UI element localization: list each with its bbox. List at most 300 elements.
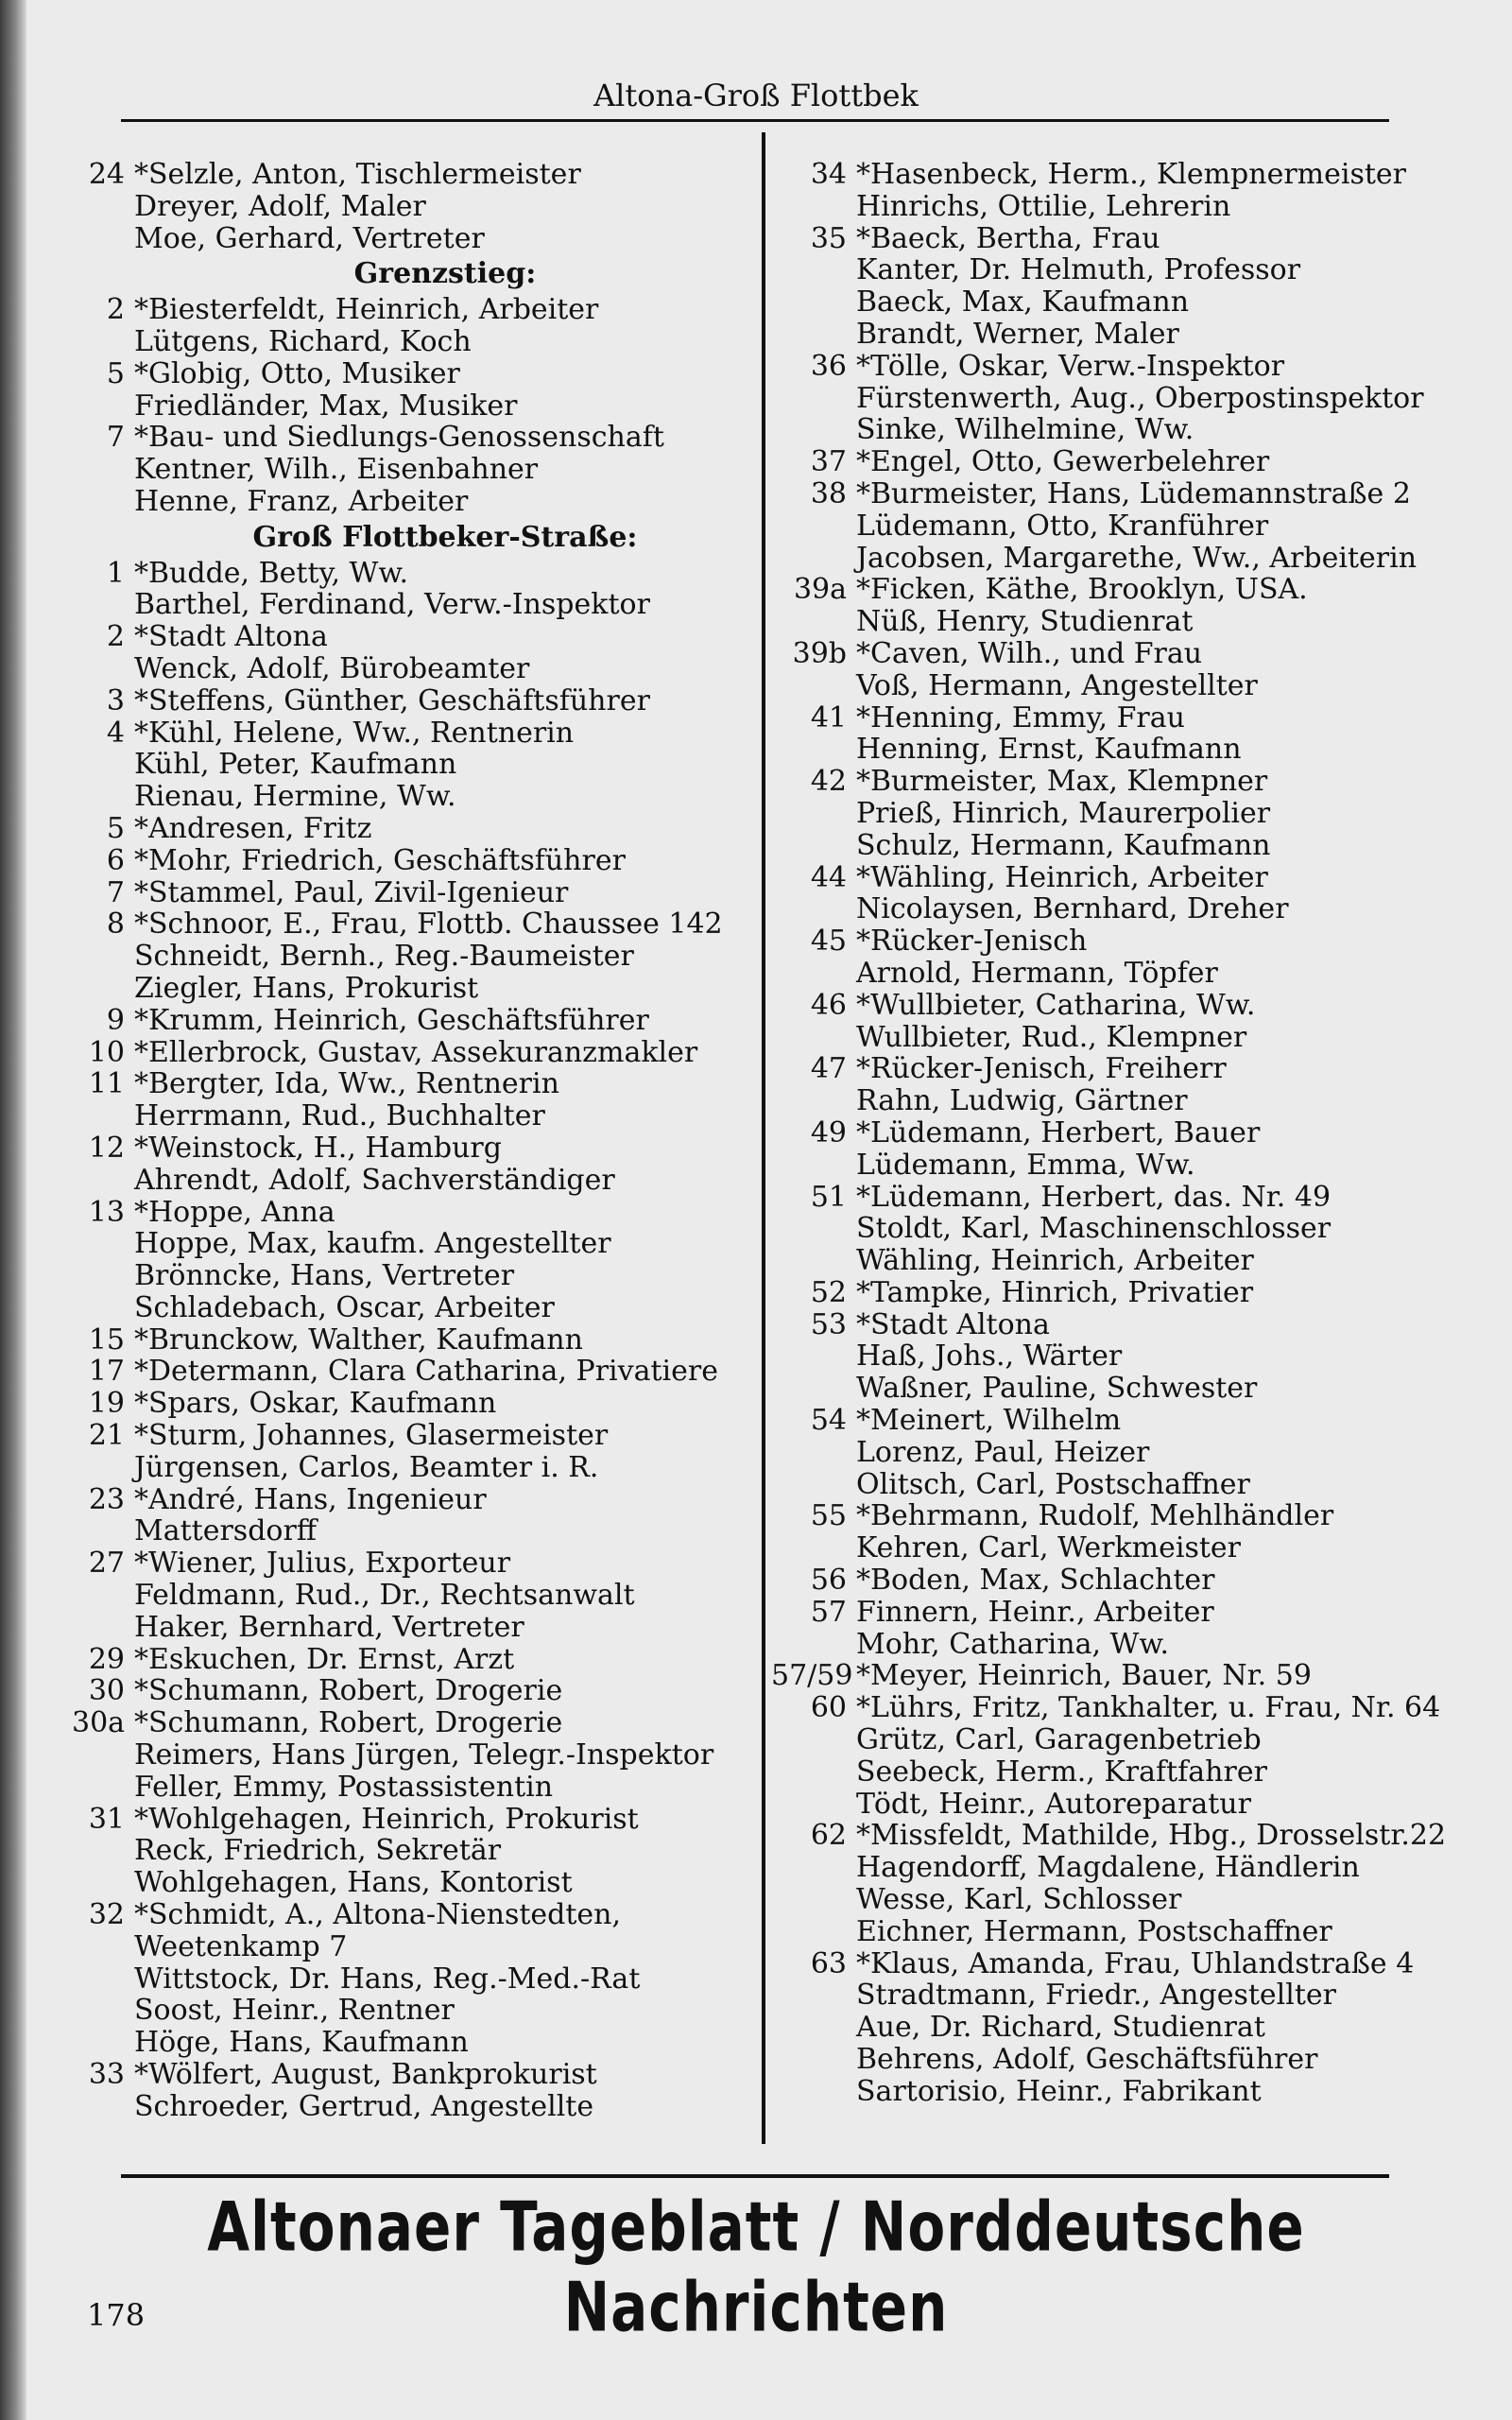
directory-entry (771, 1437, 1452, 1469)
house-number (72, 326, 134, 358)
resident-entry: *Biesterfeldt, Heinrich, Arbeiter (134, 293, 599, 327)
directory-entry (72, 621, 752, 653)
directory-entry (72, 191, 752, 223)
house-number: 36 (810, 349, 847, 383)
house-number (771, 1150, 856, 1182)
resident-entry: Sinke, Wilhelmine, Ww. (856, 413, 1194, 447)
resident-entry: *Ficken, Käthe, Brooklyn, USA. (856, 573, 1308, 607)
resident-entry: Henne, Franz, Arbeiter (134, 484, 469, 518)
house-number: 39b (792, 636, 847, 670)
resident-entry: *Schmidt, A., Altona-Nienstedten, (134, 1898, 622, 1932)
street-heading: Groß Flottbeker-Straße: (252, 520, 638, 554)
resident-entry: Prieß, Hinrich, Maurerpolier (856, 796, 1271, 830)
resident-entry: *Budde, Betty, Ww. (134, 556, 409, 590)
directory-entry (771, 191, 1452, 223)
house-number: 30 (88, 1674, 125, 1708)
directory-entry (771, 543, 1452, 575)
directory-entry (72, 1484, 752, 1516)
directory-entry (72, 1963, 752, 1996)
directory-entry (771, 702, 1452, 735)
directory-entry (72, 1292, 752, 1324)
house-number (72, 749, 134, 781)
directory-entry (771, 1629, 1452, 1661)
house-number: 13 (88, 1195, 125, 1229)
resident-entry: *Tölle, Oskar, Verw.-Inspektor (856, 349, 1285, 383)
resident-entry: *Schumann, Robert, Drogerie (134, 1706, 563, 1740)
resident-entry: Schneidt, Bernh., Reg.-Baumeister (134, 940, 634, 974)
directory-entry (771, 2076, 1452, 2108)
directory-entry (771, 351, 1452, 383)
directory-entry (72, 1132, 752, 1165)
resident-entry: Ziegler, Hans, Prokurist (134, 971, 479, 1005)
house-number (771, 2012, 856, 2044)
directory-entry (771, 1852, 1452, 1884)
resident-entry: *Determann, Clara Catharina, Privatiere (134, 1355, 718, 1389)
resident-entry: Mattersdorff (134, 1514, 318, 1548)
resident-entry: *Andresen, Fritz (134, 811, 372, 845)
house-number: 53 (810, 1307, 847, 1341)
directory-entry (771, 990, 1452, 1022)
house-number: 55 (810, 1499, 847, 1533)
directory-entry (771, 414, 1452, 446)
resident-entry: Brandt, Werner, Maler (856, 317, 1179, 351)
directory-entry (771, 1405, 1452, 1437)
house-number: 47 (810, 1052, 847, 1086)
resident-entry: *Stadt Altona (134, 620, 328, 654)
house-number: 46 (810, 988, 847, 1022)
resident-entry: Feldmann, Rud., Dr., Rechtsanwalt (134, 1579, 635, 1613)
directory-entry (72, 1547, 752, 1580)
house-number: 24 (88, 158, 125, 191)
resident-entry: *Rücker-Jenisch (856, 925, 1088, 959)
house-number: 37 (810, 445, 847, 479)
resident-entry: Lütgens, Richard, Koch (134, 324, 472, 358)
directory-entry (72, 1228, 752, 1260)
resident-entry: *Wullbieter, Catharina, Ww. (856, 988, 1256, 1022)
house-number (72, 1228, 134, 1260)
directory-entry (771, 446, 1452, 478)
house-number: 49 (810, 1115, 847, 1150)
resident-entry: Wähling, Heinrich, Arbeiter (856, 1244, 1254, 1278)
resident-entry: Feller, Emmy, Postassistentin (134, 1770, 554, 1804)
house-number (771, 1469, 856, 1501)
resident-entry: *Bau- und Siedlungs-Genossenschaft (134, 421, 664, 455)
directory-entry (72, 685, 752, 717)
resident-entry: *Bergter, Ida, Ww., Rentnerin (134, 1067, 559, 1101)
directory-entry (771, 1182, 1452, 1214)
house-number: 8 (106, 908, 125, 942)
directory-entry (72, 1068, 752, 1100)
house-number: 45 (810, 925, 847, 959)
directory-entry (771, 1660, 1452, 1692)
house-number: 38 (810, 476, 847, 510)
directory-entry (771, 1564, 1452, 1597)
resident-entry: Wullbieter, Rud., Klempner (856, 1020, 1247, 1054)
resident-entry: *Weinstock, H., Hamburg (134, 1131, 502, 1165)
resident-entry: Haker, Bernhard, Vertreter (134, 1610, 524, 1644)
house-number (72, 454, 134, 486)
directory-entry (72, 1100, 752, 1132)
house-number (771, 543, 856, 575)
resident-entry: Olitsch, Carl, Postschaffner (856, 1467, 1250, 1501)
directory-entry (771, 670, 1452, 702)
directory-entry (771, 1500, 1452, 1532)
house-number: 6 (106, 843, 125, 877)
resident-entry: Tödt, Heinr., Autoreparatur (856, 1787, 1251, 1821)
house-number: 7 (106, 875, 125, 909)
directory-entry (72, 1260, 752, 1292)
house-number (72, 390, 134, 423)
resident-entry: Kühl, Peter, Kaufmann (134, 748, 457, 782)
house-number: 42 (810, 765, 847, 799)
house-number: 35 (810, 221, 847, 255)
resident-entry: *Ellerbrock, Gustav, Assekuranzmakler (134, 1035, 698, 1069)
house-number: 21 (88, 1419, 125, 1453)
resident-entry: *Krumm, Heinrich, Geschäftsführer (134, 1003, 649, 1037)
resident-entry: Ahrendt, Adolf, Sachverständiger (134, 1163, 615, 1197)
directory-entry (771, 1692, 1452, 1724)
resident-entry: Haß, Johs., Wärter (856, 1340, 1123, 1374)
directory-entry (72, 1644, 752, 1676)
house-number (771, 830, 856, 862)
resident-entry: Hagendorff, Magdalene, Händlerin (856, 1851, 1360, 1885)
resident-entry: Moe, Gerhard, Vertreter (134, 221, 485, 255)
resident-entry: *Schumann, Robert, Drogerie (134, 1674, 563, 1708)
directory-entry (72, 1005, 752, 1037)
house-number: 9 (106, 1003, 125, 1037)
directory-entry (72, 941, 752, 973)
house-number (72, 1260, 134, 1292)
resident-entry: Eichner, Hermann, Postschaffner (856, 1914, 1332, 1948)
house-number (771, 1884, 856, 1916)
house-number (72, 1580, 134, 1612)
resident-entry: Schroeder, Gertrud, Angestellte (134, 2089, 594, 2123)
directory-entry (72, 1515, 752, 1547)
resident-entry: Arnold, Hermann, Töpfer (856, 956, 1218, 990)
directory-entry (72, 717, 752, 750)
house-number (771, 286, 856, 319)
house-number (771, 798, 856, 830)
house-number (771, 670, 856, 702)
directory-entry (771, 893, 1452, 925)
directory-entry (771, 2012, 1452, 2044)
house-number: 56 (810, 1564, 847, 1598)
resident-entry: *Lüdemann, Herbert, das. Nr. 49 (856, 1180, 1332, 1214)
house-number (771, 958, 856, 990)
house-number (771, 1340, 856, 1373)
house-number: 31 (88, 1802, 125, 1836)
resident-entry: *Rücker-Jenisch, Freiherr (856, 1052, 1227, 1086)
resident-entry: *Henning, Emmy, Frau (856, 700, 1185, 735)
resident-entry: Wohlgehagen, Hans, Kontorist (134, 1866, 573, 1900)
house-number (771, 1979, 856, 2012)
directory-entry (72, 1388, 752, 1420)
header-rule (121, 119, 1389, 122)
resident-entry: *Wohlgehagen, Heinrich, Prokurist (134, 1802, 639, 1836)
house-number (72, 1739, 134, 1772)
resident-entry: *Spars, Oskar, Kaufmann (134, 1387, 497, 1421)
directory-entry (72, 326, 752, 358)
directory-entry (771, 2044, 1452, 2076)
directory-entry (771, 638, 1452, 670)
resident-entry: Hoppe, Max, kaufm. Angestellter (134, 1227, 611, 1261)
column-divider (762, 132, 765, 2144)
resident-entry: *Selzle, Anton, Tischlermeister (134, 158, 581, 191)
directory-entry (72, 877, 752, 909)
house-number (72, 1452, 134, 1484)
resident-entry: Soost, Heinr., Rentner (134, 1994, 455, 2028)
house-number (771, 254, 856, 286)
directory-entry (771, 478, 1452, 510)
resident-entry: Weetenkamp 7 (134, 1929, 348, 1963)
resident-entry: Lüdemann, Emma, Ww. (856, 1148, 1195, 1182)
house-number: 12 (88, 1131, 125, 1165)
resident-entry: Barthel, Ferdinand, Verw.-Inspektor (134, 588, 650, 622)
resident-entry: *Brunckow, Walther, Kaufmann (134, 1322, 583, 1357)
directory-entry (771, 1532, 1452, 1564)
resident-entry: *Hoppe, Anna (134, 1195, 335, 1229)
resident-entry: *Behrmann, Rudolf, Mehlhändler (856, 1499, 1334, 1533)
running-head: Altona-Groß Flottbek (593, 78, 919, 113)
directory-entry (72, 358, 752, 390)
resident-entry: Schulz, Hermann, Kaufmann (856, 828, 1271, 862)
house-number (72, 2027, 134, 2059)
house-number (771, 1756, 856, 1789)
directory-entry (72, 2059, 752, 2091)
house-number (771, 1213, 856, 1245)
house-number: 5 (106, 356, 125, 390)
resident-entry: Wenck, Adolf, Bürobeamter (134, 651, 530, 685)
house-number (771, 1373, 856, 1405)
directory-entry (72, 1452, 752, 1484)
directory-entry (771, 1469, 1452, 1501)
directory-entry (771, 1756, 1452, 1789)
directory-entry (72, 1804, 752, 1836)
house-number (771, 606, 856, 638)
book-gutter (0, 0, 26, 2420)
directory-entry (72, 1739, 752, 1772)
directory-entry (771, 1053, 1452, 1085)
resident-entry: Finnern, Heinr., Arbeiter (856, 1595, 1214, 1629)
house-number (771, 1022, 856, 1054)
resident-entry: Sartorisio, Heinr., Fabrikant (856, 2074, 1262, 2108)
house-number (771, 191, 856, 223)
directory-entry (72, 1772, 752, 1804)
directory-entry (72, 294, 752, 326)
footer-rule (121, 2174, 1389, 2178)
house-number: 41 (810, 700, 847, 735)
resident-entry: *Missfeldt, Mathilde, Hbg., Drosselstr.22 (856, 1819, 1447, 1853)
directory-entry (72, 454, 752, 486)
house-number (72, 191, 134, 223)
directory-entry (72, 589, 752, 621)
house-number (771, 1916, 856, 1948)
house-number (72, 1995, 134, 2027)
directory-entry (72, 1835, 752, 1867)
directory-entry (72, 908, 752, 941)
house-number: 60 (810, 1691, 847, 1725)
directory-entry (771, 1117, 1452, 1150)
house-number (771, 510, 856, 543)
resident-entry: *Globig, Otto, Musiker (134, 356, 460, 390)
house-number: 39a (793, 573, 847, 607)
resident-entry: *Wölfert, August, Bankprokurist (134, 2058, 597, 2092)
house-number (72, 2091, 134, 2123)
resident-entry: Lüdemann, Otto, Kranführer (856, 509, 1269, 543)
resident-entry: *Tampke, Hinrich, Privatier (856, 1275, 1254, 1309)
house-number (771, 1245, 856, 1277)
directory-entry (72, 1899, 752, 1931)
street-heading: Grenzstieg: (353, 257, 537, 291)
resident-entry: *Wiener, Julius, Exporteur (134, 1547, 511, 1581)
house-number (72, 941, 134, 973)
resident-entry: Dreyer, Adolf, Maler (134, 189, 426, 223)
house-number: 63 (810, 1946, 847, 1980)
house-number (771, 1789, 856, 1821)
resident-entry: Voß, Hermann, Angestellter (856, 668, 1258, 702)
directory-entry (72, 1324, 752, 1357)
resident-entry: Kanter, Dr. Helmuth, Professor (856, 253, 1301, 287)
house-number: 29 (88, 1642, 125, 1676)
resident-entry: Wittstock, Dr. Hans, Reg.-Med.-Rat (134, 1962, 641, 1996)
page-number: 178 (87, 2297, 146, 2333)
directory-entry (771, 862, 1452, 894)
house-number: 30a (72, 1706, 126, 1740)
directory-entry (771, 1309, 1452, 1341)
house-number (771, 1532, 856, 1564)
directory-entry (771, 830, 1452, 862)
resident-entry: *Burmeister, Hans, Lüdemannstraße 2 (856, 476, 1411, 510)
house-number: 17 (88, 1355, 125, 1389)
directory-entry (771, 1916, 1452, 1948)
house-number (72, 781, 134, 813)
house-number: 5 (106, 811, 125, 845)
resident-entry: Hinrichs, Ottilie, Lehrerin (856, 189, 1231, 223)
resident-entry: *Lührs, Fritz, Tankhalter, u. Frau, Nr. 64 (856, 1691, 1441, 1725)
directory-entry (72, 845, 752, 877)
directory-entry (72, 973, 752, 1005)
house-number (72, 973, 134, 1005)
house-number (72, 1835, 134, 1867)
resident-entry: Friedländer, Max, Musiker (134, 389, 518, 423)
resident-entry: *Baeck, Bertha, Frau (856, 221, 1160, 255)
resident-entry: Grütz, Carl, Garagenbetrieb (856, 1723, 1262, 1757)
house-number (771, 1724, 856, 1756)
directory-entry (771, 383, 1452, 415)
house-number: 15 (88, 1322, 125, 1357)
directory-entry (72, 486, 752, 518)
house-number (72, 1100, 134, 1132)
resident-entry: Rahn, Ludwig, Gärtner (856, 1084, 1188, 1118)
resident-entry: Mohr, Catharina, Ww. (856, 1627, 1170, 1661)
house-number (771, 414, 856, 446)
house-number (771, 2044, 856, 2076)
directory-entry (771, 958, 1452, 990)
directory-entry (771, 606, 1452, 638)
house-number: 1 (106, 556, 125, 590)
resident-entry: Rienau, Hermine, Ww. (134, 780, 456, 814)
directory-entry (72, 390, 752, 423)
resident-entry: *Caven, Wilh., und Frau (856, 636, 1203, 670)
directory-entry (771, 1085, 1452, 1117)
directory-entry (771, 286, 1452, 319)
house-number (72, 1963, 134, 1996)
directory-entry (771, 1373, 1452, 1405)
directory-entry (72, 653, 752, 685)
resident-entry: Henning, Ernst, Kaufmann (856, 733, 1242, 767)
directory-entry (72, 1995, 752, 2027)
directory-entry (72, 1707, 752, 1739)
house-number (72, 223, 134, 255)
directory-entry (72, 1931, 752, 1963)
resident-entry: *Schnoor, E., Frau, Flottb. Chaussee 142 (134, 908, 723, 942)
resident-entry: Fürstenwerth, Aug., Oberpostinspektor (856, 381, 1424, 415)
right-column (771, 159, 1452, 2108)
house-number: 23 (88, 1482, 125, 1516)
resident-entry: *Meinert, Wilhelm (856, 1404, 1122, 1438)
house-number (72, 1931, 134, 1963)
directory-entry (771, 1948, 1452, 1980)
directory-entry (771, 1213, 1452, 1245)
resident-entry: *André, Hans, Ingenieur (134, 1482, 487, 1516)
resident-entry: *Burmeister, Max, Klempner (856, 765, 1268, 799)
resident-entry: Seebeck, Herm., Kraftfahrer (856, 1754, 1267, 1789)
house-number: 57 (810, 1595, 847, 1629)
house-number (771, 2076, 856, 2108)
resident-entry: Stoldt, Karl, Maschinenschlosser (856, 1212, 1332, 1246)
newspaper-banner: Altonaer Tageblatt / Norddeutsche Nachrichten (207, 2187, 1305, 2347)
directory-entry (72, 422, 752, 454)
house-number (72, 1867, 134, 1899)
house-number: 11 (88, 1067, 125, 1101)
house-number: 57/59 (771, 1659, 853, 1693)
directory-entry (72, 1356, 752, 1388)
resident-entry: *Engel, Otto, Gewerbelehrer (856, 445, 1270, 479)
house-number: 52 (810, 1275, 847, 1309)
directory-entry (771, 1820, 1452, 1852)
resident-entry: Kentner, Wilh., Eisenbahner (134, 453, 539, 487)
directory-entry (771, 1277, 1452, 1309)
left-column (72, 159, 752, 2123)
directory-entry (771, 1789, 1452, 1821)
house-number (771, 1085, 856, 1117)
house-number: 10 (88, 1035, 125, 1069)
resident-entry: *Lüdemann, Herbert, Bauer (856, 1115, 1261, 1150)
resident-entry: Höge, Hans, Kaufmann (134, 2026, 469, 2060)
house-number (771, 1437, 856, 1469)
directory-entry (72, 1675, 752, 1707)
house-number: 62 (810, 1819, 847, 1853)
directory-entry (771, 734, 1452, 766)
resident-entry: Waßner, Pauline, Schwester (856, 1372, 1258, 1406)
resident-entry: Behrens, Adolf, Geschäftsführer (856, 2043, 1318, 2077)
directory-entry (72, 1612, 752, 1644)
directory-entry (771, 1724, 1452, 1756)
house-number (72, 486, 134, 518)
resident-entry: *Stadt Altona (856, 1307, 1050, 1341)
resident-entry: Lorenz, Paul, Heizer (856, 1435, 1150, 1469)
house-number (72, 1515, 134, 1547)
directory-entry (771, 510, 1452, 543)
directory-entry (72, 1420, 752, 1452)
directory-entry (771, 925, 1452, 958)
house-number (72, 1612, 134, 1644)
directory-entry (771, 159, 1452, 191)
resident-entry: *Klaus, Amanda, Frau, Uhlandstraße 4 (856, 1946, 1415, 1980)
directory-entry (771, 223, 1452, 255)
resident-entry: *Hasenbeck, Herm., Klempnermeister (856, 158, 1407, 191)
house-number (72, 1772, 134, 1804)
